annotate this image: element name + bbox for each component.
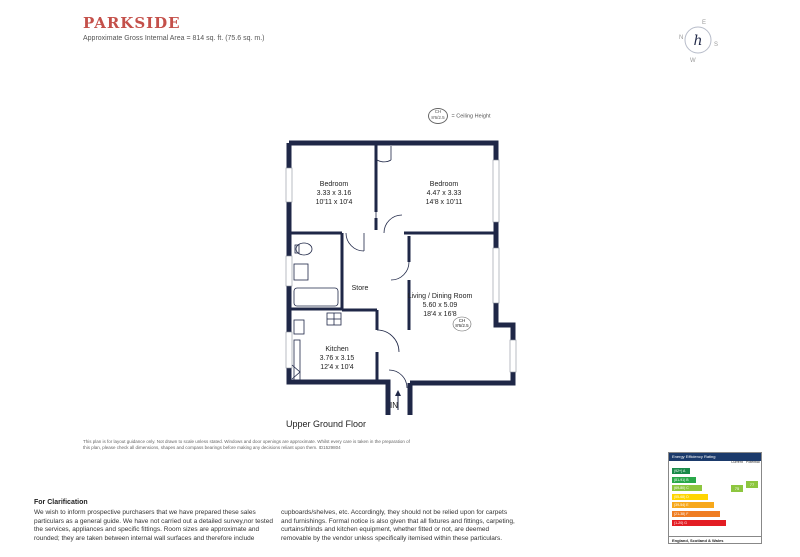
- epc-current-header: Current: [731, 460, 743, 464]
- room-store: [344, 284, 376, 293]
- room-bedroom-1: [298, 180, 370, 207]
- epc-band: (1-20) G: [672, 520, 726, 526]
- room-imperial: 14'8 x 10'11: [425, 199, 463, 206]
- property-title: PARKSIDE: [83, 14, 181, 32]
- plan-disclaimer: This plan is for layout guidance only. Not drawn to scale unless stated. Windows and door openings are approximate. Whilst every care is taken in the preparation of this plan, please check all dimensions, shapes and compass bearings before making any decisions reliant upon them. ID1529804: [83, 439, 410, 450]
- room-name: Store: [351, 285, 369, 292]
- epc-band: (69-80) C: [672, 485, 702, 491]
- room-bedroom-2: [408, 180, 480, 207]
- room-metric: 3.76 x 3.15: [319, 355, 355, 362]
- living-ceiling-height: CH 8'6/2.5: [455, 318, 469, 328]
- floor-label: Upper Ground Floor: [286, 419, 367, 429]
- epc-footer: England, Scotland & Wales: [669, 536, 761, 543]
- clarification-column-2: cupboards/shelves, etc. Accordingly, they should not be relied upon for carpets and furnishings. Formal notice is also given that all fixtures and fittings, carpeting, curtains/blinds and kitchen equipment, whether fitted or not, are deemed removable by the vendor unless specifically itemised within these particulars.: [281, 509, 515, 542]
- room-metric: 5.60 x 5.09: [422, 302, 458, 309]
- epc-potential-header: Potential: [746, 460, 760, 464]
- compass-n: N: [679, 35, 684, 41]
- room-living-dining: [400, 292, 480, 319]
- room-name: Bedroom: [319, 181, 349, 188]
- epc-band: (39-54) E: [672, 502, 714, 508]
- clarification-column-1: We wish to inform prospective purchasers that we have prepared these sales particulars as a general guide. We have not carried out a detailed survey,nor tested the services, appliances and specific fittings. Room sizes are approximate and rounded; they are taken between internal wall surfaces and therefore include: [34, 509, 273, 542]
- epc-band: (81-91) B: [672, 477, 696, 483]
- room-imperial: 12'4 x 10'4: [320, 364, 354, 371]
- epc-title: Energy Efficiency Rating: [669, 453, 761, 461]
- room-metric: 4.47 x 3.33: [426, 190, 462, 197]
- bathroom-fittings: [294, 243, 338, 306]
- epc-potential-value: 77: [746, 481, 758, 488]
- room-kitchen: [302, 345, 372, 372]
- room-name: Bedroom: [429, 181, 459, 188]
- compass-logo-letter: h: [693, 33, 703, 49]
- clarification-heading: For Clarification: [34, 499, 88, 506]
- compass-s: S: [714, 42, 719, 48]
- entrance-label: IN: [390, 401, 398, 410]
- epc-column-headers: [669, 460, 761, 466]
- room-imperial: 10'11 x 10'4: [315, 199, 353, 206]
- ceiling-height-key-label: = Ceiling Height: [451, 113, 491, 120]
- epc-band: (21-38) F: [672, 511, 720, 517]
- entrance-arrow-head: [395, 390, 401, 396]
- gross-area-text: Approximate Gross Internal Area = 814 sq. ft. (75.6 sq. m.): [83, 35, 265, 42]
- epc-current-value: 75: [731, 485, 743, 492]
- compass-w: W: [690, 58, 696, 64]
- room-name: Living / Dining Room: [407, 293, 473, 300]
- epc-band: (55-68) D: [672, 494, 708, 500]
- room-metric: 3.33 x 3.16: [316, 190, 352, 197]
- room-name: Kitchen: [325, 346, 349, 353]
- room-imperial: 18'4 x 16'8: [423, 311, 457, 318]
- epc-chart: [668, 452, 762, 544]
- compass-e: E: [702, 20, 707, 26]
- epc-band: (92+) A: [672, 468, 690, 474]
- ceiling-height-symbol: CH 8'6/2.5: [428, 108, 448, 124]
